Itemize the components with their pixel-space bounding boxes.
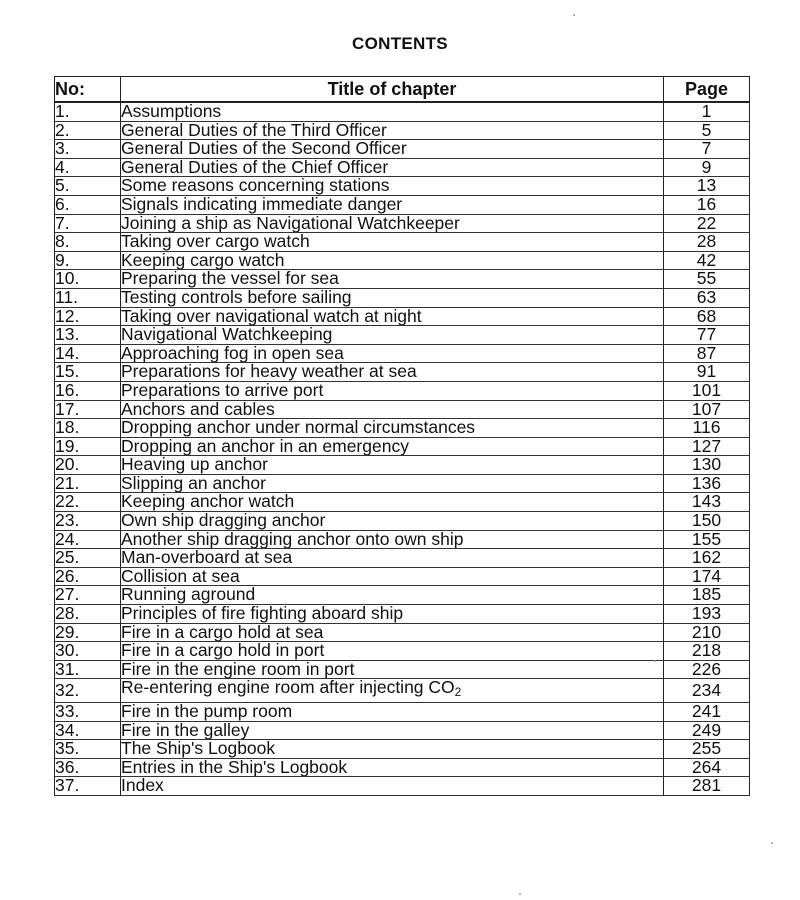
chapter-page: 143 bbox=[664, 493, 750, 512]
chapter-title-text: Fire in the engine room in port bbox=[121, 660, 355, 679]
chapter-title bbox=[121, 177, 664, 196]
chapter-page: 87 bbox=[664, 344, 750, 363]
chapter-number: 31. bbox=[55, 660, 121, 679]
chapter-number: 12. bbox=[55, 307, 121, 326]
chapter-page: 28 bbox=[664, 233, 750, 252]
chapter-number: 33. bbox=[55, 703, 121, 722]
table-row bbox=[55, 381, 750, 400]
chapter-title-text: Fire in a cargo hold at sea bbox=[121, 623, 324, 642]
chapter-number: 5. bbox=[55, 177, 121, 196]
chapter-title bbox=[121, 140, 664, 159]
table-row bbox=[55, 605, 750, 624]
chapter-number: 16. bbox=[55, 381, 121, 400]
chapter-number: 2. bbox=[55, 121, 121, 140]
chapter-page: 155 bbox=[664, 530, 750, 549]
chapter-title bbox=[121, 363, 664, 382]
chapter-number: 21. bbox=[55, 474, 121, 493]
chapter-title bbox=[121, 400, 664, 419]
chapter-title bbox=[121, 214, 664, 233]
chapter-page: 13 bbox=[664, 177, 750, 196]
chapter-title bbox=[121, 660, 664, 679]
chapter-number: 37. bbox=[55, 777, 121, 796]
scan-speck bbox=[519, 893, 521, 895]
chapter-title bbox=[121, 270, 664, 289]
chapter-number: 19. bbox=[55, 437, 121, 456]
column-header-page: Page bbox=[664, 77, 750, 103]
chapter-page: 55 bbox=[664, 270, 750, 289]
chapter-title-text: General Duties of the Chief Officer bbox=[121, 158, 389, 177]
table-row bbox=[55, 419, 750, 438]
chapter-title bbox=[121, 381, 664, 400]
chapter-title bbox=[121, 530, 664, 549]
chapter-title-subscript: 2 bbox=[454, 685, 462, 700]
chapter-title bbox=[121, 437, 664, 456]
chapter-page: 22 bbox=[664, 214, 750, 233]
chapter-title bbox=[121, 758, 664, 777]
chapter-title bbox=[121, 326, 664, 345]
chapter-title-text: Fire in the pump room bbox=[121, 702, 293, 721]
chapter-title-text: Assumptions bbox=[121, 102, 222, 121]
chapter-page: 150 bbox=[664, 512, 750, 531]
chapter-title-text: Slipping an anchor bbox=[121, 474, 266, 493]
chapter-title-text: Dropping anchor under normal circumstances bbox=[121, 418, 476, 438]
chapter-title bbox=[121, 456, 664, 475]
chapter-page: 264 bbox=[664, 758, 750, 777]
chapter-title-text: The Ship's Logbook bbox=[121, 739, 276, 759]
table-row bbox=[55, 326, 750, 345]
chapter-page: 63 bbox=[664, 288, 750, 307]
chapter-title bbox=[121, 158, 664, 177]
chapter-title-text: Joining a ship as Navigational Watchkeeper bbox=[121, 214, 460, 233]
chapter-page: 9 bbox=[664, 158, 750, 177]
chapter-page: 116 bbox=[664, 419, 750, 438]
chapter-number: 11. bbox=[55, 288, 121, 307]
chapter-title bbox=[121, 512, 664, 531]
chapter-number: 9. bbox=[55, 251, 121, 270]
chapter-number: 29. bbox=[55, 623, 121, 642]
chapter-title bbox=[121, 721, 664, 740]
chapter-title-text: Taking over navigational watch at night bbox=[121, 307, 422, 326]
chapter-number: 32. bbox=[55, 679, 121, 703]
chapter-title-text: Approaching fog in open sea bbox=[121, 344, 344, 363]
table-row bbox=[55, 400, 750, 419]
column-header-title: Title of chapter bbox=[121, 77, 664, 103]
chapter-number: 36. bbox=[55, 758, 121, 777]
chapter-page: 162 bbox=[664, 549, 750, 568]
chapter-page: 68 bbox=[664, 307, 750, 326]
chapter-page: 127 bbox=[664, 437, 750, 456]
table-row bbox=[55, 195, 750, 214]
chapter-title-text: Preparations to arrive port bbox=[121, 381, 324, 400]
table-row bbox=[55, 777, 750, 796]
chapter-number: 20. bbox=[55, 456, 121, 475]
chapter-number: 4. bbox=[55, 158, 121, 177]
chapter-title-text: Dropping an anchor in an emergency bbox=[121, 437, 409, 456]
chapter-list bbox=[55, 102, 750, 795]
chapter-title bbox=[121, 344, 664, 363]
table-row bbox=[55, 721, 750, 740]
chapter-number: 34. bbox=[55, 721, 121, 740]
chapter-number: 22. bbox=[55, 493, 121, 512]
chapter-number: 7. bbox=[55, 214, 121, 233]
chapter-page: 174 bbox=[664, 567, 750, 586]
chapter-title-text: Keeping anchor watch bbox=[121, 492, 295, 512]
chapter-title bbox=[121, 777, 664, 796]
chapter-number: 28. bbox=[55, 605, 121, 624]
chapter-title-text: Fire in the galley bbox=[121, 721, 250, 740]
chapter-title bbox=[121, 251, 664, 270]
chapter-number: 13. bbox=[55, 326, 121, 345]
chapter-title-text: Preparing the vessel for sea bbox=[121, 269, 339, 289]
chapter-page: 255 bbox=[664, 740, 750, 759]
table-row bbox=[55, 660, 750, 679]
chapter-page: 193 bbox=[664, 605, 750, 624]
chapter-title bbox=[121, 605, 664, 624]
chapter-title-text: Keeping cargo watch bbox=[121, 251, 285, 270]
column-header-no: No: bbox=[55, 77, 121, 103]
table-row bbox=[55, 549, 750, 568]
table-row bbox=[55, 270, 750, 289]
page-title: CONTENTS bbox=[352, 34, 448, 53]
chapter-title bbox=[121, 679, 664, 703]
chapter-title bbox=[121, 740, 664, 759]
table-row bbox=[55, 740, 750, 759]
chapter-title bbox=[121, 567, 664, 586]
chapter-number: 24. bbox=[55, 530, 121, 549]
chapter-page: 218 bbox=[664, 642, 750, 661]
chapter-number: 35. bbox=[55, 740, 121, 759]
table-row bbox=[55, 158, 750, 177]
chapter-number: 18. bbox=[55, 419, 121, 438]
chapter-title bbox=[121, 121, 664, 140]
chapter-number: 8. bbox=[55, 233, 121, 252]
chapter-page: 241 bbox=[664, 703, 750, 722]
table-row bbox=[55, 567, 750, 586]
chapter-number: 30. bbox=[55, 642, 121, 661]
chapter-number: 17. bbox=[55, 400, 121, 419]
chapter-number: 15. bbox=[55, 363, 121, 382]
chapter-page: 16 bbox=[664, 195, 750, 214]
chapter-number: 3. bbox=[55, 140, 121, 159]
chapter-page: 7 bbox=[664, 140, 750, 159]
table-row bbox=[55, 288, 750, 307]
table-row bbox=[55, 437, 750, 456]
chapter-number: 27. bbox=[55, 586, 121, 605]
chapter-title bbox=[121, 419, 664, 438]
chapter-title-text: Re-entering engine room after injecting CO bbox=[121, 678, 455, 698]
chapter-title-text: Signals indicating immediate danger bbox=[121, 195, 403, 214]
chapter-page: 77 bbox=[664, 326, 750, 345]
chapter-number: 1. bbox=[55, 102, 121, 121]
table-row bbox=[55, 177, 750, 196]
chapter-page: 107 bbox=[664, 400, 750, 419]
chapter-title-text: Fire in a cargo hold in port bbox=[121, 641, 325, 661]
chapter-number: 10. bbox=[55, 270, 121, 289]
chapter-number: 25. bbox=[55, 549, 121, 568]
chapter-title-text: Heaving up anchor bbox=[121, 455, 268, 475]
scan-speck bbox=[654, 660, 656, 662]
chapter-page: 42 bbox=[664, 251, 750, 270]
table-row bbox=[55, 344, 750, 363]
chapter-title bbox=[121, 493, 664, 512]
scan-speck bbox=[771, 842, 773, 844]
scan-speck bbox=[573, 14, 575, 16]
table-row bbox=[55, 586, 750, 605]
table-row bbox=[55, 140, 750, 159]
chapter-page: 5 bbox=[664, 121, 750, 140]
chapter-page: 249 bbox=[664, 721, 750, 740]
table-row bbox=[55, 530, 750, 549]
chapter-page: 136 bbox=[664, 474, 750, 493]
chapter-page: 226 bbox=[664, 660, 750, 679]
chapter-title-text: Testing controls before sailing bbox=[121, 288, 352, 307]
chapter-title bbox=[121, 474, 664, 493]
chapter-title bbox=[121, 703, 664, 722]
chapter-page: 130 bbox=[664, 456, 750, 475]
chapter-page: 234 bbox=[664, 679, 750, 703]
chapter-title-text: Another ship dragging anchor onto own ship bbox=[121, 530, 464, 549]
chapter-title bbox=[121, 549, 664, 568]
chapter-title-text: Man-overboard at sea bbox=[121, 548, 293, 568]
table-row bbox=[55, 623, 750, 642]
chapter-title bbox=[121, 195, 664, 214]
chapter-title bbox=[121, 623, 664, 642]
chapter-title bbox=[121, 586, 664, 605]
contents-table bbox=[54, 76, 750, 796]
chapter-title-text: Navigational Watchkeeping bbox=[121, 325, 333, 345]
chapter-page: 91 bbox=[664, 363, 750, 382]
table-row bbox=[55, 102, 750, 121]
chapter-page: 185 bbox=[664, 586, 750, 605]
chapter-title-text: Anchors and cables bbox=[121, 400, 275, 419]
chapter-title-text: Entries in the Ship's Logbook bbox=[121, 758, 348, 777]
chapter-title-text: General Duties of the Third Officer bbox=[121, 121, 387, 140]
chapter-title bbox=[121, 233, 664, 252]
table-header-row bbox=[55, 77, 750, 103]
table-row bbox=[55, 642, 750, 661]
chapter-title-text: Own ship dragging anchor bbox=[121, 511, 326, 531]
table-row bbox=[55, 512, 750, 531]
table-row bbox=[55, 121, 750, 140]
table-row bbox=[55, 456, 750, 475]
chapter-number: 23. bbox=[55, 512, 121, 531]
chapter-page: 210 bbox=[664, 623, 750, 642]
chapter-title-text: Principles of fire fighting aboard ship bbox=[121, 604, 404, 624]
chapter-number: 6. bbox=[55, 195, 121, 214]
chapter-title-text: Collision at sea bbox=[121, 567, 240, 586]
chapter-title bbox=[121, 307, 664, 326]
table-row bbox=[55, 363, 750, 382]
chapter-number: 26. bbox=[55, 567, 121, 586]
chapter-title bbox=[121, 102, 664, 121]
chapter-page: 281 bbox=[664, 777, 750, 796]
chapter-page: 1 bbox=[664, 102, 750, 121]
chapter-page: 101 bbox=[664, 381, 750, 400]
chapter-title-text: Some reasons concerning stations bbox=[121, 176, 390, 196]
chapter-title bbox=[121, 642, 664, 661]
chapter-title-text: General Duties of the Second Officer bbox=[121, 139, 407, 159]
table-row bbox=[55, 214, 750, 233]
table-row bbox=[55, 474, 750, 493]
table-row bbox=[55, 703, 750, 722]
table-row bbox=[55, 493, 750, 512]
chapter-title-text: Index bbox=[121, 776, 164, 796]
table-row bbox=[55, 251, 750, 270]
chapter-number: 14. bbox=[55, 344, 121, 363]
chapter-title-text: Taking over cargo watch bbox=[121, 232, 310, 252]
table-row bbox=[55, 233, 750, 252]
table-row bbox=[55, 758, 750, 777]
chapter-title-text: Running aground bbox=[121, 585, 256, 605]
chapter-title bbox=[121, 288, 664, 307]
table-row bbox=[55, 679, 750, 703]
chapter-title-text: Preparations for heavy weather at sea bbox=[121, 362, 417, 382]
table-row bbox=[55, 307, 750, 326]
